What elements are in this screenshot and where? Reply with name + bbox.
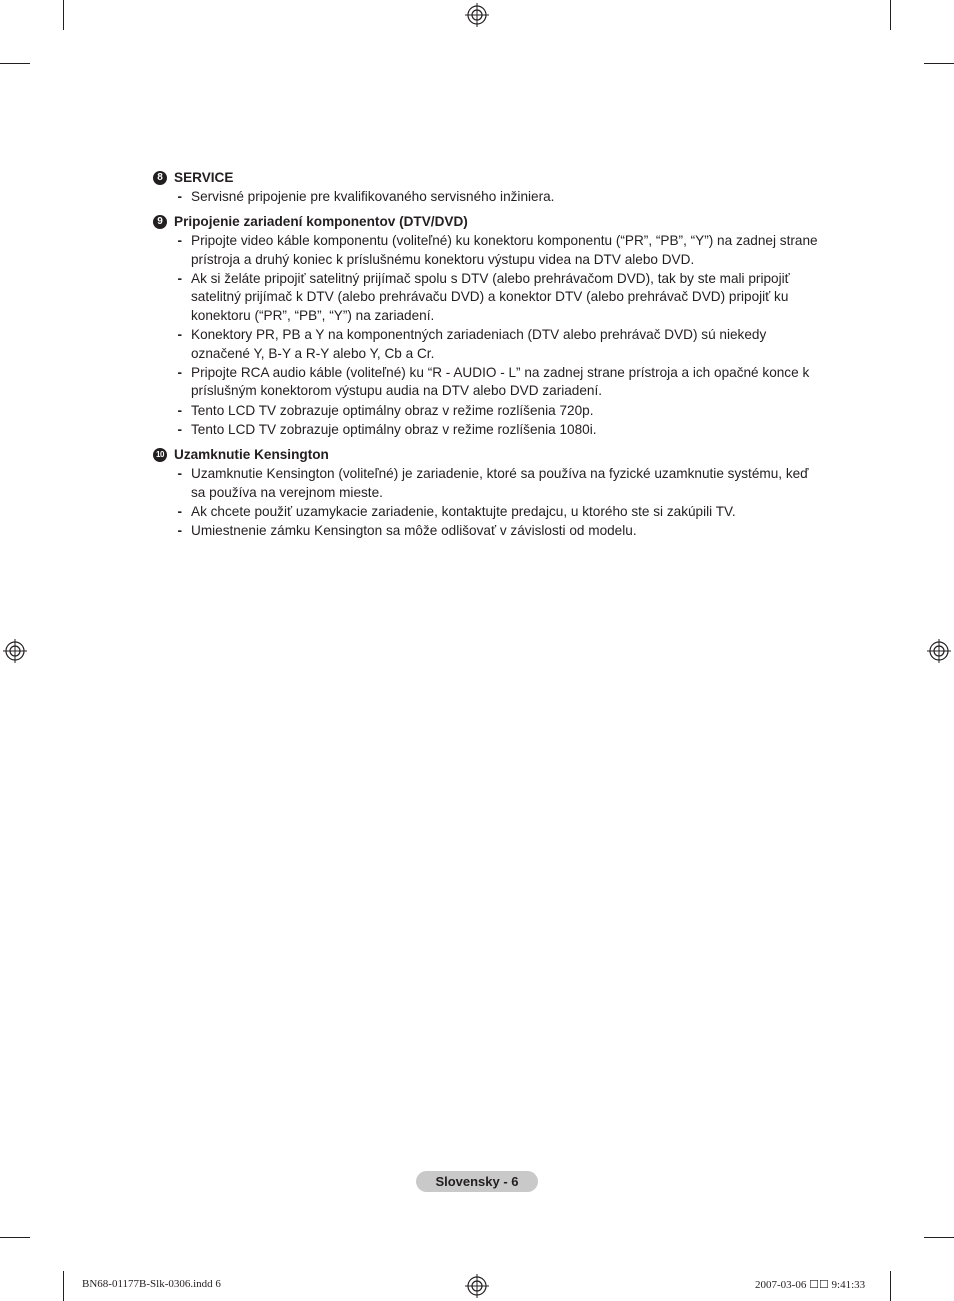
list-item	[153, 402, 823, 420]
list-item	[153, 421, 823, 439]
registration-mark-icon	[465, 3, 489, 27]
list-item	[153, 522, 823, 540]
list-item	[153, 465, 823, 502]
bullet-dash: -	[177, 365, 182, 381]
section-service	[153, 169, 823, 207]
list-item	[153, 503, 823, 521]
list-item	[153, 270, 823, 325]
list-item-text: Umiestnenie zámku Kensington sa môže odlišovať v závislosti od modelu.	[191, 523, 637, 539]
bullet-dash: -	[177, 422, 182, 438]
bullet-dash: -	[177, 189, 182, 205]
list-item-text: Servisné pripojenie pre kvalifikovaného servisného inžiniera.	[191, 189, 555, 205]
bullet-dash: -	[177, 466, 182, 482]
section-component	[153, 213, 823, 440]
crop-mark	[890, 0, 891, 30]
bullet-dash: -	[177, 523, 182, 539]
section-heading	[153, 213, 823, 231]
list-item	[153, 326, 823, 363]
number-badge: 9	[153, 215, 167, 229]
crop-mark	[924, 1237, 954, 1238]
slug-file: BN68-01177B-Slk-0306.indd 6	[82, 1278, 221, 1290]
list-item-text: Konektory PR, PB a Y na komponentných zariadeniach (DTV alebo prehrávač DVD) sú niekedy označené Y, B-Y a R-Y alebo Y, Cb a Cr.	[191, 327, 767, 361]
section-title: Uzamknutie Kensington	[174, 446, 329, 462]
list-item-text: Uzamknutie Kensington (voliteľné) je zariadenie, ktoré sa používa na fyzické uzamknutie systému, keď sa používa na verejnom mieste.	[191, 466, 809, 500]
list-item-text: Ak chcete použiť uzamykacie zariadenie, kontaktujte predajcu, u ktorého ste si zakúpili TV.	[191, 503, 736, 519]
list-item-text: Pripojte video káble komponentu (voliteľné) ku konektoru komponentu (“PR”, “PB”, “Y”) na zadnej strane prístroja a druhý koniec k príslušnému konektoru výstupu videa na DTV alebo DVD.	[191, 233, 818, 267]
page-number-badge: Slovensky - 6	[416, 1171, 538, 1192]
bullet-dash: -	[177, 327, 182, 343]
number-badge: 8	[153, 171, 167, 185]
section-title: SERVICE	[174, 170, 234, 185]
registration-mark-icon	[3, 639, 27, 663]
bullet-dash: -	[177, 271, 182, 287]
slug-date: 2007-03-06 ☐☐ 9:41:33	[755, 1279, 866, 1291]
bullet-dash: -	[177, 233, 182, 249]
registration-mark-icon	[927, 639, 951, 663]
list-item	[153, 188, 823, 206]
list-item	[153, 364, 823, 401]
number-badge: 10	[153, 448, 167, 462]
registration-mark-icon	[465, 1274, 489, 1298]
manual-content	[153, 169, 823, 547]
list-item	[153, 232, 823, 269]
list-item-text: Ak si želáte pripojiť satelitný prijímač spolu s DTV (alebo prehrávačom DVD), tak by ste mali pripojiť satelitný prijímač k DTV (alebo prehrávaču DVD) a konektor DTV (alebo prehrávač DVD) pripojiť ku konektoru (“PR”, “PB”, “Y”) na zariadení.	[191, 271, 790, 323]
crop-mark	[924, 63, 954, 64]
bullet-dash: -	[177, 503, 182, 519]
crop-mark	[0, 63, 30, 64]
section-heading	[153, 446, 823, 464]
bullet-dash: -	[177, 402, 182, 418]
section-heading	[153, 169, 823, 187]
section-title: Pripojenie zariadení komponentov (DTV/DVD)	[174, 213, 468, 229]
crop-mark	[63, 0, 64, 30]
crop-mark	[890, 1271, 891, 1301]
section-kensington	[153, 446, 823, 541]
list-item-text: Pripojte RCA audio káble (voliteľné) ku “R - AUDIO - L” na zadnej strane prístroja a ich opačné konce k príslušným konektorom výstupu audia na DTV alebo DVD zariadení.	[191, 365, 810, 399]
crop-mark	[0, 1237, 30, 1238]
crop-mark	[63, 1271, 64, 1301]
list-item-text: Tento LCD TV zobrazuje optimálny obraz v režime rozlíšenia 1080i.	[191, 422, 597, 438]
list-item-text: Tento LCD TV zobrazuje optimálny obraz v režime rozlíšenia 720p.	[191, 402, 594, 418]
